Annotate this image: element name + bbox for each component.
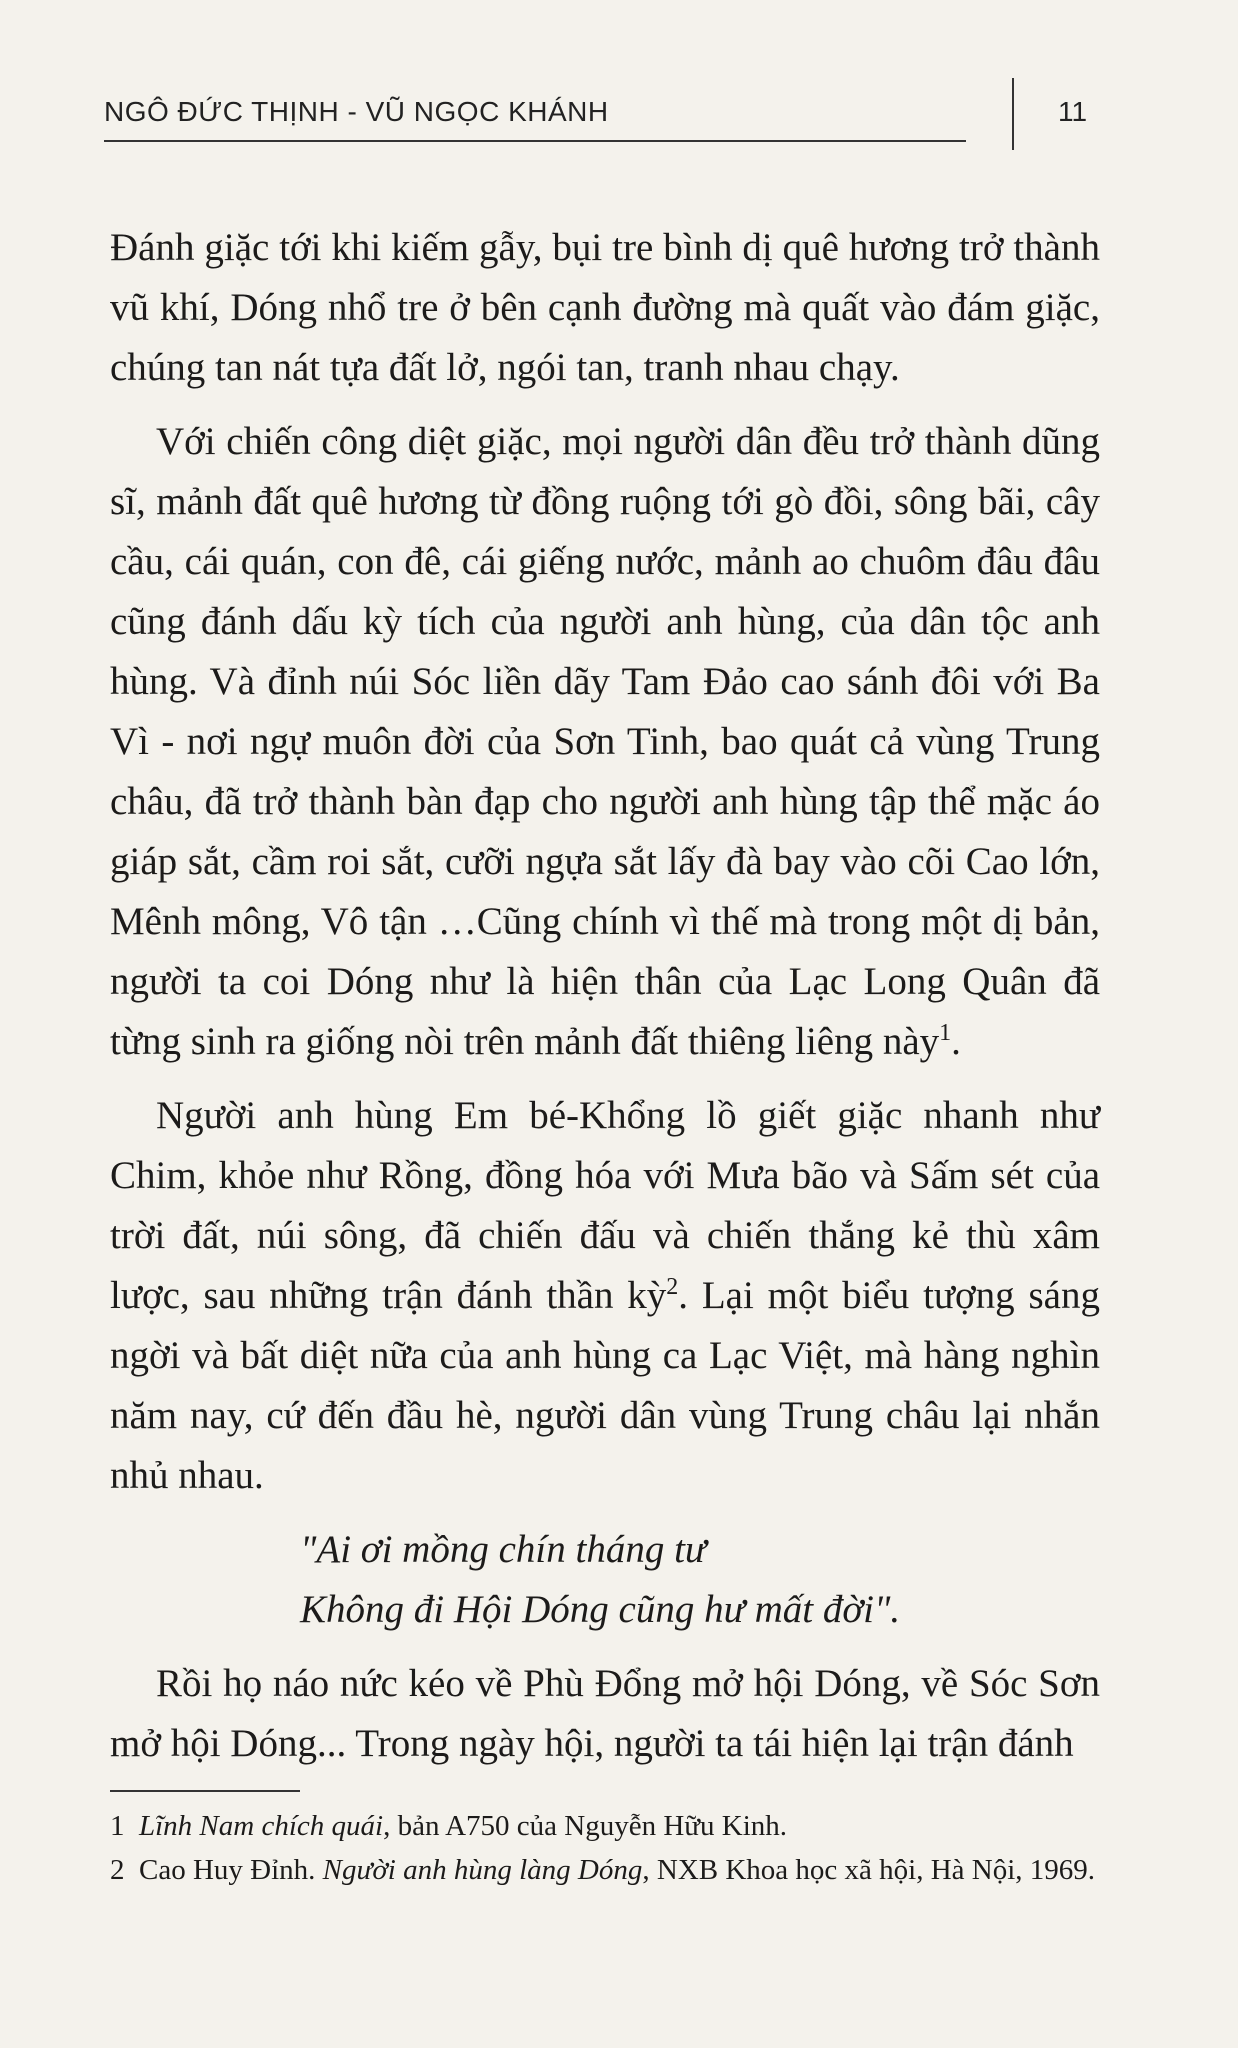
page-number: 11 <box>1058 96 1088 127</box>
footnote-2-author: Cao Huy Đỉnh. <box>139 1854 323 1886</box>
footnote-1 <box>110 1806 1100 1846</box>
paragraph-2-text: Với chiến công diệt giặc, mọi người dân đều trở thành dũng sĩ, mảnh đất quê hương từ đồng ruộng tới gò đồi, sông bãi, cây cầu, cái quán, con đê, cái giếng nước, mảnh ao chuôm đâu đâu cũng đánh dấu kỳ tích của người anh hùng, của dân tộc anh hùng. Và đỉnh núi Sóc liền dãy Tam Đảo cao sánh đôi với Ba Vì - nơi ngự muôn đời của Sơn Tinh, bao quát cả vùng Trung châu, đã trở thành bàn đạp cho người anh hùng tập thể mặc áo giáp sắt, cầm roi sắt, cưỡi ngựa sắt lấy đà bay vào cõi Cao lớn, Mênh mông, Vô tận …Cũng chính vì thế mà trong một dị bản, người ta coi Dóng như là hiện thân của Lạc Long Quân đã từng sinh ra giống nòi trên mảnh đất thiêng liêng này <box>110 420 1100 1063</box>
header-separator <box>1012 78 1014 150</box>
paragraph-3-text-a: Người anh hùng Em bé-Khổng lồ giết giặc nhanh như Chim, khỏe như Rồng, đồng hóa với Mưa bão và Sấm sét của trời đất, núi sông, đã chiến đấu và chiến thắng kẻ thù xâm lược, sau những trận đánh thần kỳ <box>110 1094 1100 1317</box>
footnotes <box>110 1806 1100 1894</box>
header-rule <box>104 140 966 142</box>
paragraph-3-text-b: . Lại một biểu tượng sáng ngời và bất diệt nữa của anh hùng ca Lạc Việt, mà hàng nghìn năm nay, cứ đến đầu hè, người dân vùng Trung châu lại nhắn nhủ nhau. <box>110 1274 1100 1497</box>
verse-quote <box>110 1520 1100 1640</box>
footnote-ref-2: 2 <box>666 1274 679 1300</box>
paragraph-4: Rồi họ náo nức kéo về Phù Đổng mở hội Dóng, về Sóc Sơn mở hội Dóng... Trong ngày hội, người ta tái hiện lại trận đánh <box>110 1662 1100 1765</box>
paragraph-1: Đánh giặc tới khi kiếm gẫy, bụi tre bình dị quê hương trở thành vũ khí, Dóng nhổ tre ở bên cạnh đường mà quất vào đám giặc, chúng tan nát tựa đất lở, ngói tan, tranh nhau chạy. <box>110 226 1100 389</box>
footnote-2-number: 2 <box>110 1854 125 1886</box>
paragraph-2-end: . <box>951 1020 961 1063</box>
footnote-1-title: Lĩnh Nam chích quái <box>139 1810 384 1842</box>
footnote-1-rest: , bản A750 của Nguyễn Hữu Kinh. <box>383 1810 788 1842</box>
footnote-rule <box>110 1790 300 1792</box>
footnote-1-number: 1 <box>110 1810 125 1842</box>
running-header-authors: NGÔ ĐỨC THỊNH - VŨ NGỌC KHÁNH <box>104 96 609 127</box>
body-text <box>110 218 1100 1788</box>
verse-line-1: "Ai ơi mồng chín tháng tư <box>300 1528 707 1571</box>
footnote-ref-1: 1 <box>939 1020 952 1046</box>
paragraph-2 <box>110 412 1100 1072</box>
paragraph-3 <box>110 1086 1100 1506</box>
verse-line-2: Không đi Hội Dóng cũng hư mất đời". <box>300 1588 901 1631</box>
footnote-2 <box>110 1850 1100 1890</box>
footnote-2-rest: , NXB Khoa học xã hội, Hà Nội, 1969. <box>642 1854 1096 1886</box>
footnote-2-title: Người anh hùng làng Dóng <box>322 1854 643 1886</box>
